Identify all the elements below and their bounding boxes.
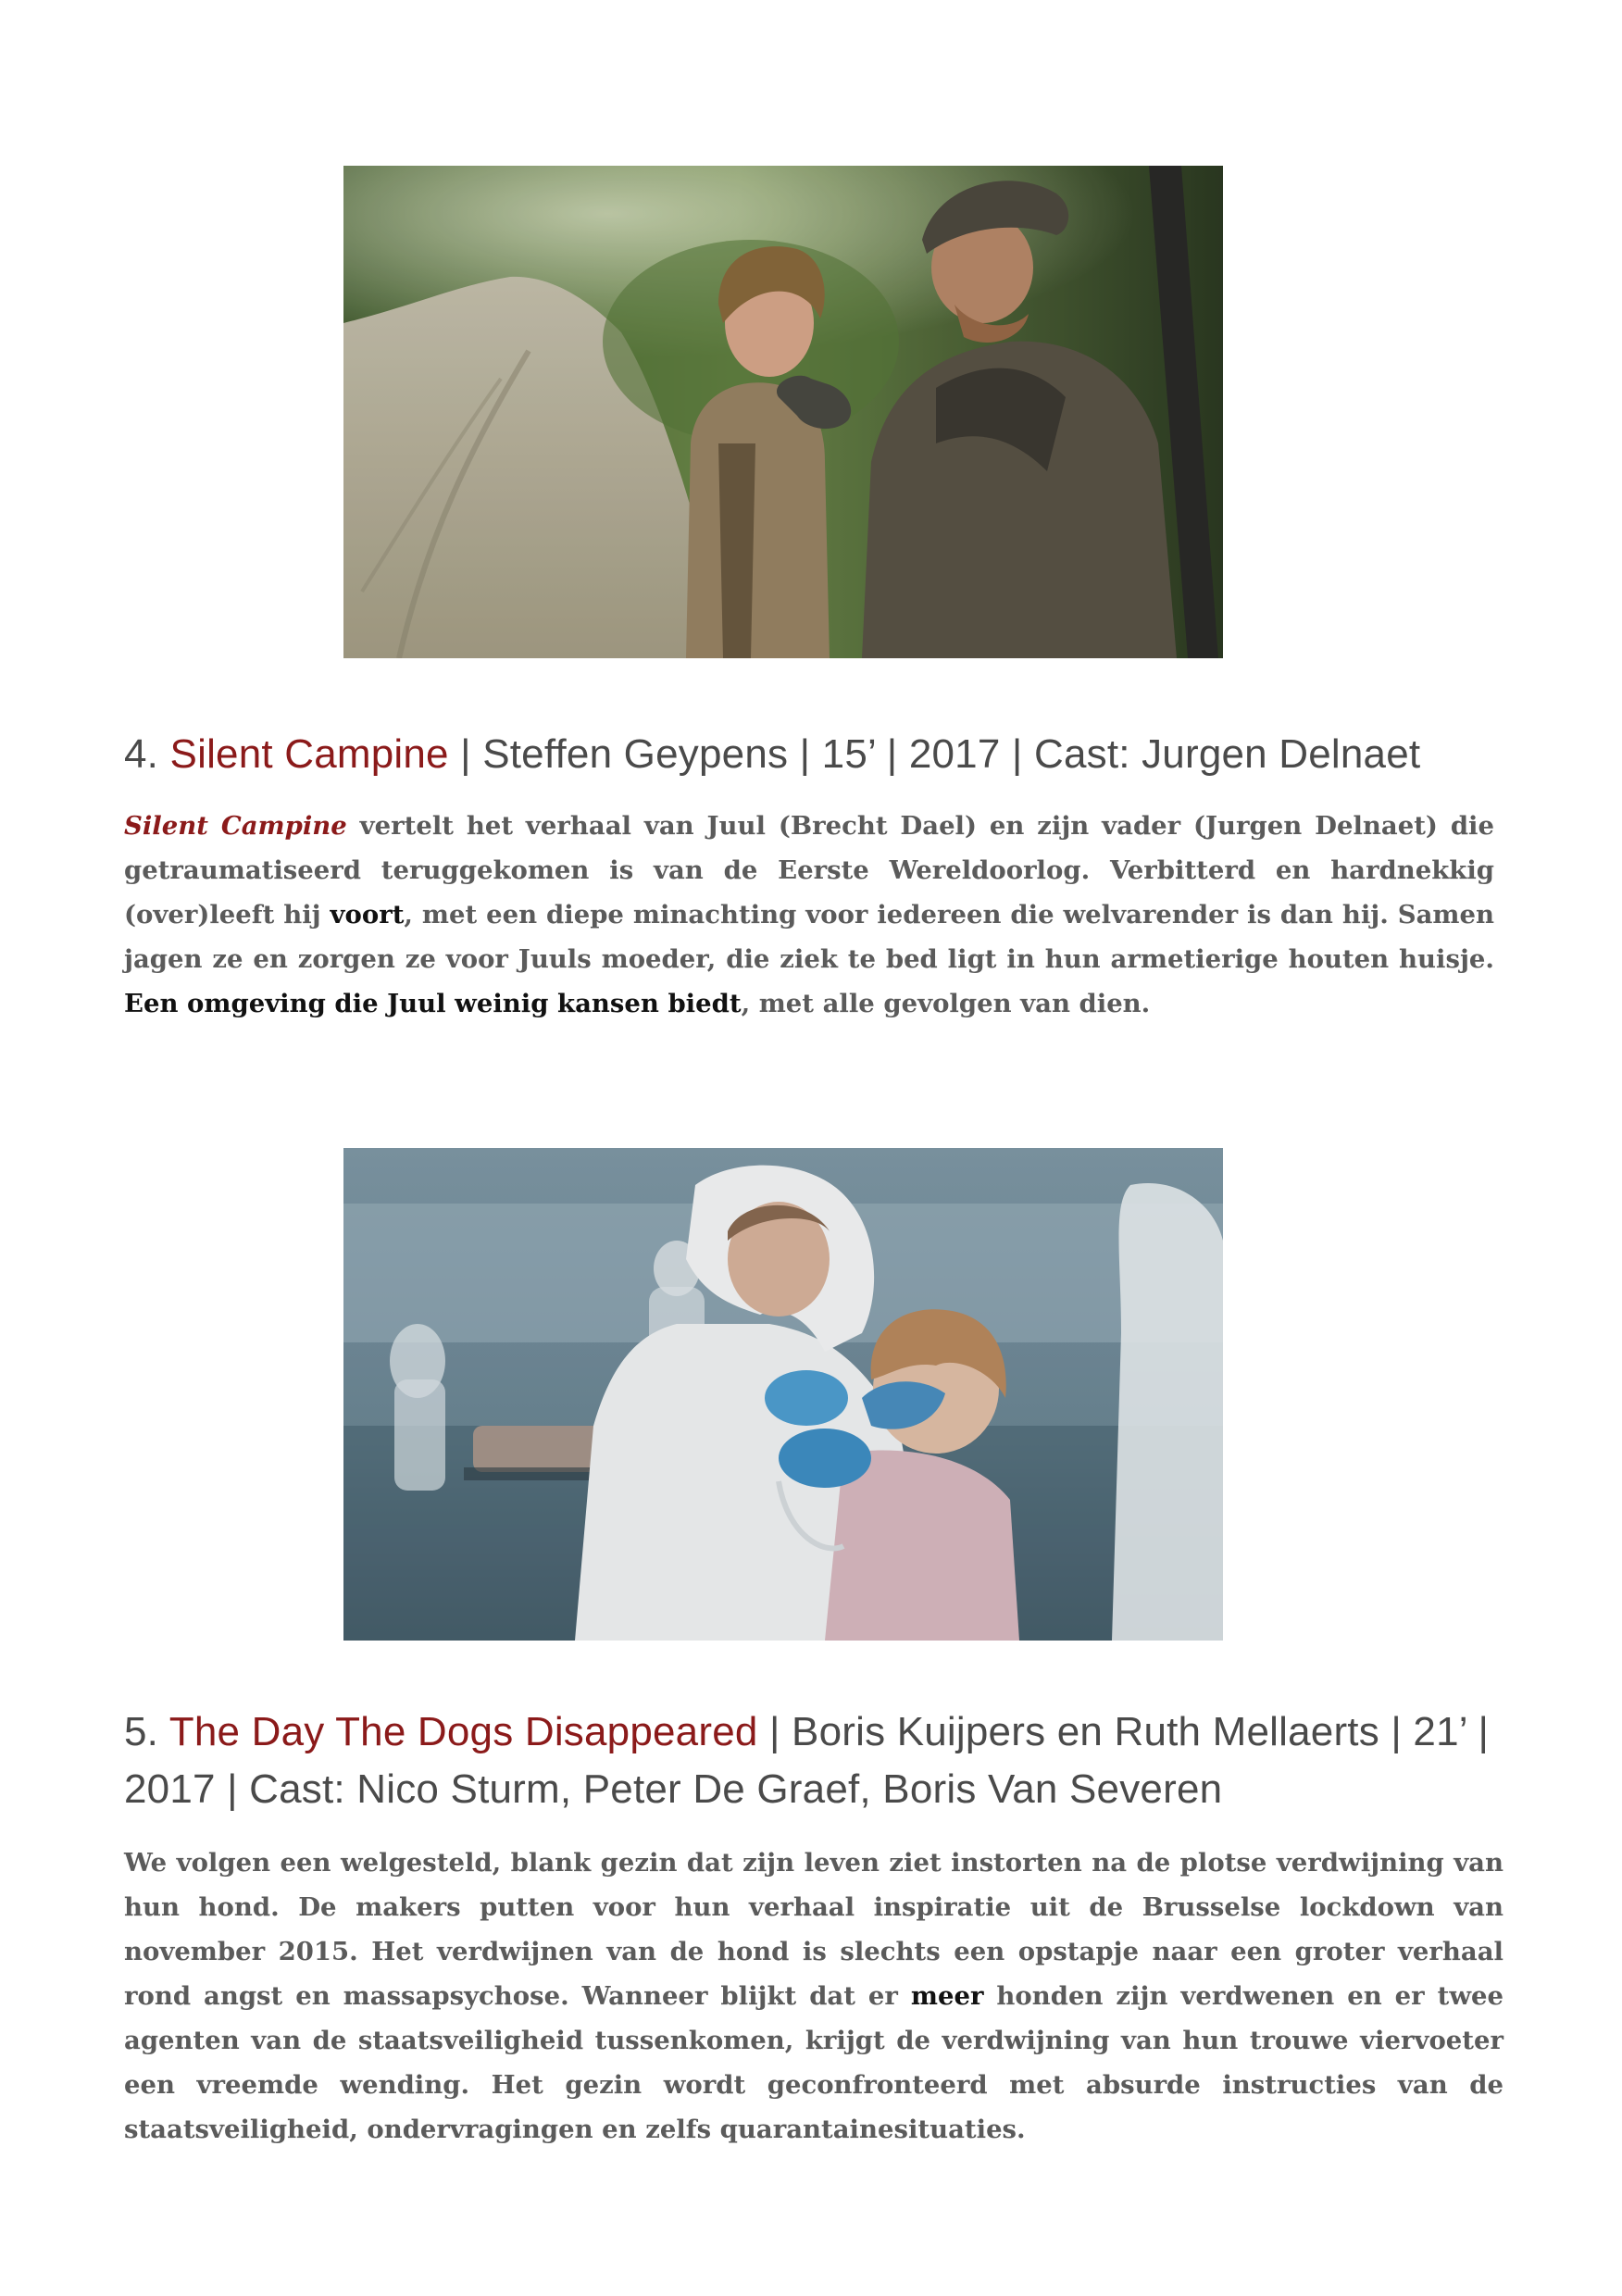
section-5-credits: | Boris Kuijpers en Ruth Mellaerts | 21’ | 2017 | Cast: Nico Sturm, Peter De Graef, Boris Van Severen bbox=[124, 1709, 1490, 1812]
section-4-text-2: , met een diepe minachting voor iedereen die welvarender is dan hij. Samen jagen ze en zorgen ze voor Juuls moeder, die ziek te bed ligt in hun armetierige houten huisje. bbox=[124, 900, 1494, 974]
section-4-heading bbox=[124, 726, 1531, 783]
section-5-emphasis-1: meer bbox=[910, 1981, 984, 2011]
film-still-silent-campine bbox=[343, 166, 1223, 658]
section-4-title-italic: Silent Campine bbox=[124, 811, 347, 841]
section-4-text-1: vertelt het verhaal van Juul (Brecht Dael) en zijn vader (Jurgen Delnaet) die getraumatiseerd teruggekomen is van de Eerste Wereldoorlog. Verbitterd en hardnekkig (over)leeft hij bbox=[124, 811, 1494, 930]
section-4-title: Silent Campine bbox=[169, 731, 449, 777]
section-4-credits: | Steffen Geypens | 15’ | 2017 | Cast: Jurgen Delnaet bbox=[448, 731, 1421, 777]
section-4-text-3: , met alle gevolgen van dien. bbox=[741, 989, 1151, 1018]
section-4-number: 4. bbox=[124, 731, 159, 777]
section-5-heading bbox=[124, 1703, 1513, 1818]
section-5-text-1: We volgen een welgesteld, blank gezin dat zijn leven ziet instorten na de plotse verdwijning van hun hond. De makers putten voor hun verhaal inspiratie uit de Brusselse lockdown van november 2015. Het verdwijnen van de hond is slechts een opstapje naar een groter verhaal rond angst en massapsychose. Wanneer blijkt dat er bbox=[124, 1848, 1503, 2011]
section-5-title: The Day The Dogs Disappeared bbox=[168, 1709, 758, 1754]
section-4-emphasis-1: voort bbox=[330, 900, 405, 930]
section-5-text-2: honden zijn verdwenen en er twee agenten van de staatsveiligheid tussenkomen, krijgt de verdwijning van hun trouwe viervoeter een vreemde wending. Het gezin wordt geconfronteerd met absurde instructies van de staatsveiligheid, ondervragingen en zelfs quarantainesituaties. bbox=[124, 1981, 1503, 2144]
section-5-number: 5. bbox=[124, 1709, 159, 1754]
film-still-the-day-the-dogs-disappeared bbox=[343, 1148, 1223, 1641]
section-4-emphasis-2: Een omgeving die Juul weinig kansen biedt bbox=[124, 989, 742, 1018]
section-5-description bbox=[124, 1841, 1503, 2152]
section-4-description bbox=[124, 804, 1494, 1026]
